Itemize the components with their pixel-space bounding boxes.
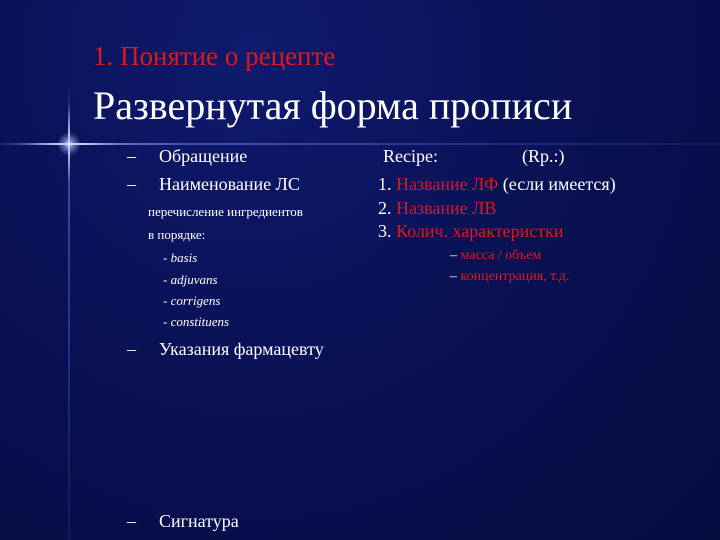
sparkle-icon <box>57 132 81 156</box>
recipe-line-1 <box>378 174 616 195</box>
enumeration-note-line2: в порядке: <box>148 227 206 242</box>
sub-item-text: концентрация, т.д. <box>460 269 570 284</box>
line-note: (если имеется) <box>502 174 616 194</box>
sub-item-mass-volume <box>450 248 541 264</box>
bullet-dash: – <box>127 511 136 531</box>
list-item-label: Наименование ЛС <box>159 174 300 194</box>
sub-item-dash: – <box>450 248 457 263</box>
ingredient-basis: - basis <box>163 250 198 265</box>
active-substance-name: Название ЛВ <box>396 198 497 218</box>
bullet-dash: – <box>127 174 136 194</box>
enumeration-note-line1: перечисление ингредиентов <box>148 204 303 219</box>
dosage-form-name: Название ЛФ <box>396 174 499 194</box>
recipe-line-2 <box>378 198 496 219</box>
slide-subtitle: 1. Понятие о рецепте <box>93 41 336 71</box>
ingredient-constituens: - constituens <box>163 314 230 329</box>
bullet-dash: – <box>127 146 136 166</box>
recipe-label: Recipe: <box>383 146 438 166</box>
sub-item-text: масса / объем <box>460 248 542 263</box>
list-item-pharmacist-instructions <box>127 339 324 360</box>
list-item-label: Сигнатура <box>159 511 239 531</box>
line-number: 2. <box>378 198 392 218</box>
recipe-abbreviation: (Rp.:) <box>522 146 565 166</box>
list-item-label: Обращение <box>159 146 248 166</box>
bullet-dash: – <box>127 339 136 359</box>
slide-title: Развернутая форма прописи <box>93 83 573 128</box>
line-number: 3. <box>378 221 392 241</box>
recipe-line-3 <box>378 221 564 242</box>
quantity-characteristics: Колич. характеристки <box>396 221 564 241</box>
list-item-label: Указания фармацевту <box>159 339 324 359</box>
list-item-drug-name <box>127 174 300 195</box>
ingredient-corrigens: - corrigens <box>163 293 221 308</box>
sub-item-concentration <box>450 269 569 285</box>
sub-item-dash: – <box>450 269 457 284</box>
ingredient-adjuvans: - adjuvans <box>163 272 218 287</box>
list-item-signature <box>127 511 239 532</box>
line-number: 1. <box>378 174 392 194</box>
list-item-appeal <box>127 146 247 167</box>
